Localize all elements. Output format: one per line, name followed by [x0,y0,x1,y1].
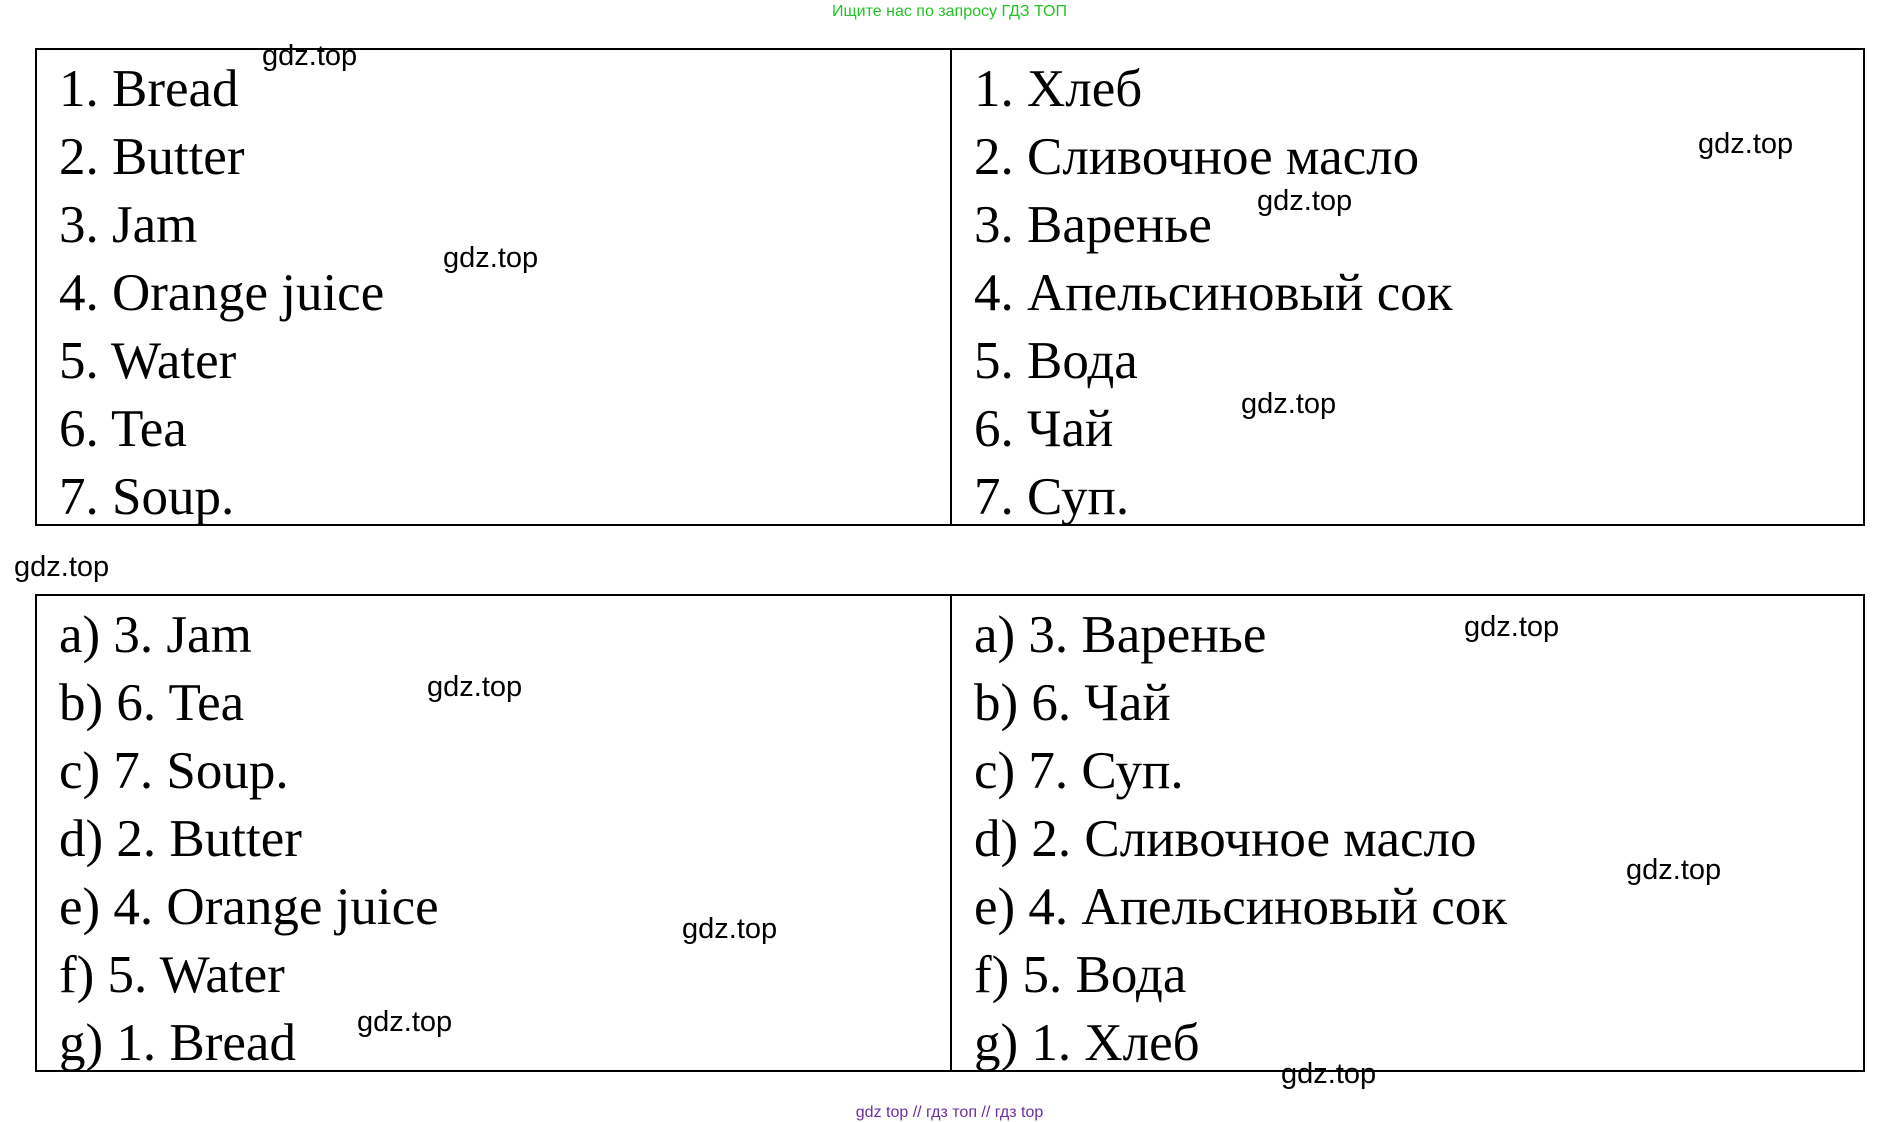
list-item: e) 4. Orange juice [59,878,439,936]
list-item: a) 3. Варенье [974,606,1267,664]
footer-links[interactable]: gdz top // гдз топ // гдз top [855,1104,1044,1121]
list-item: d) 2. Сливочное масло [974,810,1477,868]
list-item: 4. Апельсиновый сок [974,264,1453,322]
list-item: a) 3. Jam [59,606,252,664]
watermark-text: gdz.top [357,1006,453,1038]
list-item: b) 6. Чай [974,674,1171,732]
watermark-text: gdz.top [682,913,778,945]
list-item: 2. Сливочное масло [974,128,1420,186]
watermark-text: gdz.top [1464,611,1560,643]
vocabulary-table [35,48,1865,526]
list-item: 7. Soup. [59,468,235,526]
list-item: 6. Tea [59,400,187,458]
header-note: Ищите нас по запросу ГДЗ ТОП [832,3,1067,20]
watermark-text: gdz.top [443,242,539,274]
russian-column [950,50,1863,524]
english-column [37,50,950,524]
watermark-text: gdz.top [1257,185,1353,217]
watermark-text: gdz.top [14,551,110,583]
watermark-text: gdz.top [427,671,523,703]
list-item: 7. Суп. [974,468,1130,526]
list-item: 5. Вода [974,332,1138,390]
english-answer-column [37,596,950,1070]
russian-answer-column [950,596,1863,1070]
list-item: f) 5. Water [59,946,285,1004]
list-item: 2. Butter [59,128,245,186]
watermark-text: gdz.top [1698,128,1794,160]
list-item: d) 2. Butter [59,810,302,868]
list-item: 4. Orange juice [59,264,385,322]
list-item: e) 4. Апельсиновый сок [974,878,1507,936]
list-item: g) 1. Хлеб [974,1014,1200,1072]
watermark-text: gdz.top [1281,1058,1377,1090]
list-item: g) 1. Bread [59,1014,296,1072]
list-item: b) 6. Tea [59,674,245,732]
list-item: 3. Варенье [974,196,1212,254]
answer-table [35,594,1865,1072]
list-item: 1. Bread [59,60,239,118]
list-item: 6. Чай [974,400,1114,458]
watermark-text: gdz.top [1241,388,1337,420]
list-item: 1. Хлеб [974,60,1143,118]
watermark-text: gdz.top [1626,854,1722,886]
list-item: 5. Water [59,332,237,390]
list-item: c) 7. Суп. [974,742,1184,800]
list-item: 3. Jam [59,196,198,254]
watermark-text: gdz.top [262,40,358,72]
list-item: c) 7. Soup. [59,742,289,800]
list-item: f) 5. Вода [974,946,1187,1004]
